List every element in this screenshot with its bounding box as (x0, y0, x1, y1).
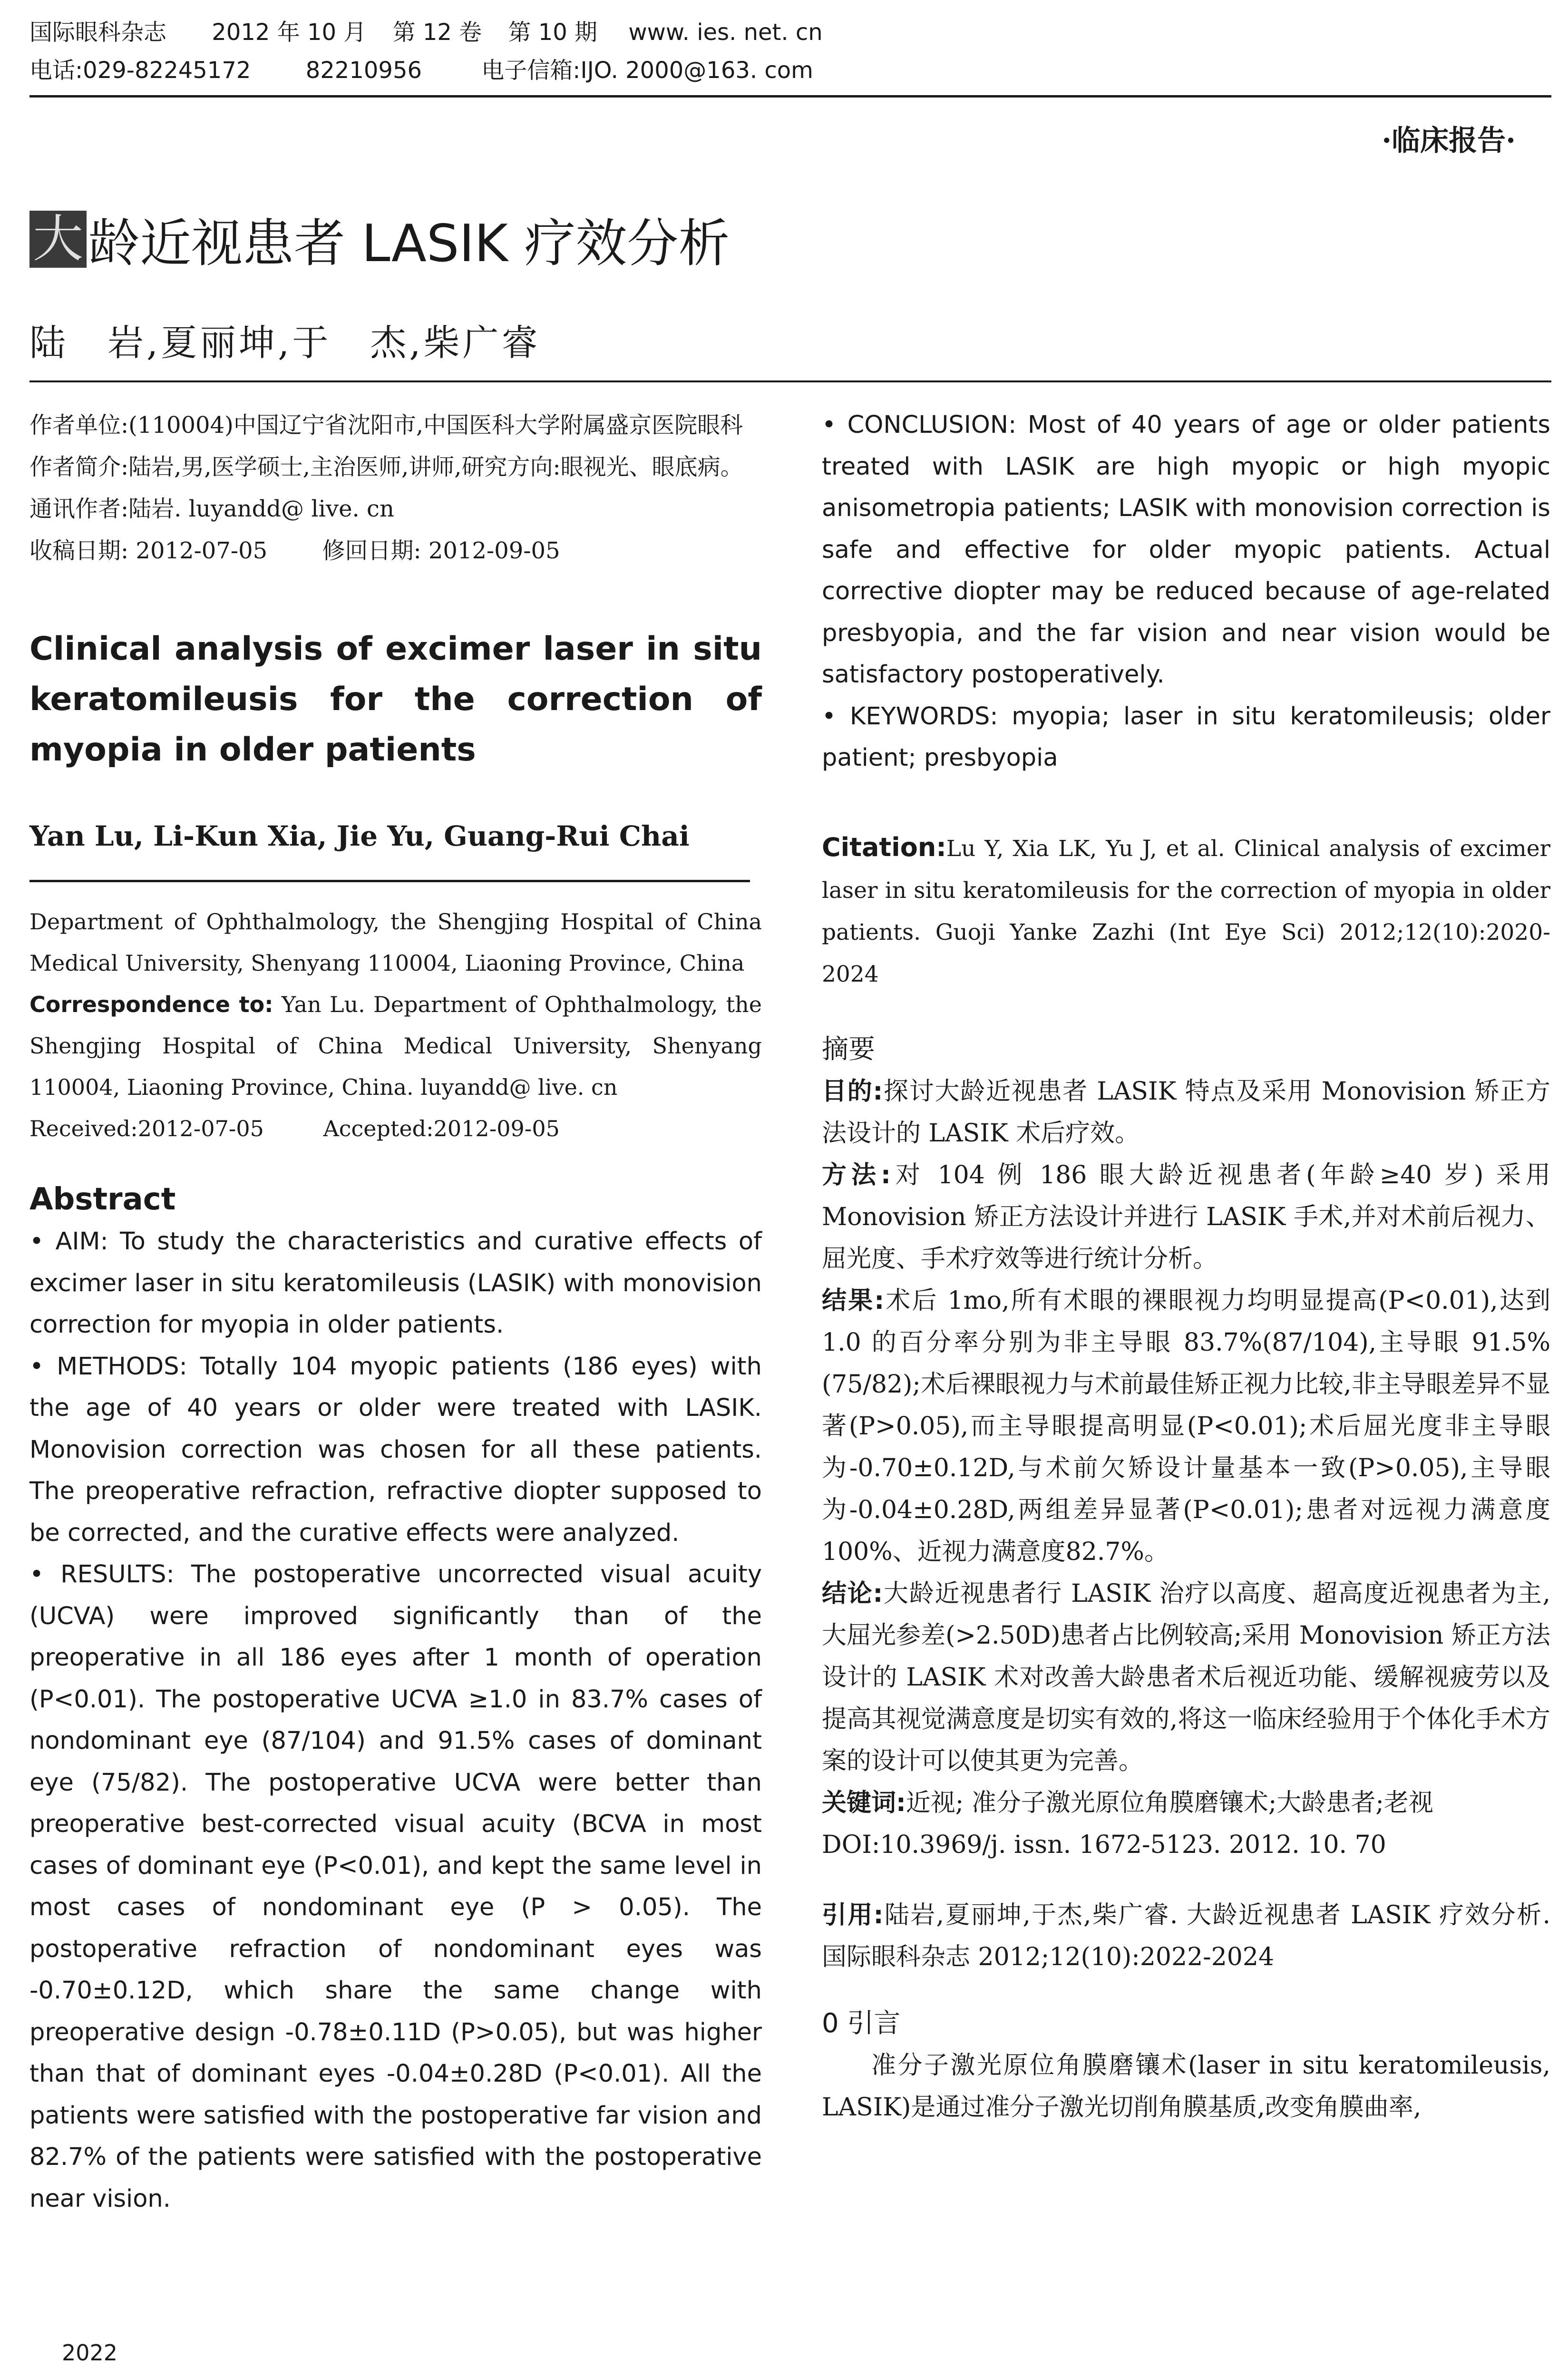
zh-aim-label: 目的: (822, 1077, 883, 1106)
received-date-zh: 收稿日期: 2012-07-05 (29, 537, 268, 564)
english-title: Clinical analysis of excimer laser in situ keratomileusis for the correction of myopia in older patients (29, 630, 762, 769)
zh-keywords (822, 1782, 1550, 1824)
zh-results (822, 1280, 1550, 1573)
citation-label: Citation: (822, 832, 946, 862)
issue: 第 10 期 (508, 19, 598, 46)
website-link[interactable]: www. ies. net. cn (628, 19, 823, 46)
correspondence-en (29, 984, 762, 1108)
department: Department of Ophthalmology, the Shengjing Hospital of China Medical University, Shenyang 110004, Liaoning Province, China (29, 909, 762, 976)
zh-citation (822, 1894, 1550, 1978)
phone-2: 82210956 (305, 57, 422, 84)
header-rule (29, 95, 1551, 97)
title-text: 龄近视患者 LASIK 疗效分析 (88, 214, 730, 273)
zh-conclusion (822, 1573, 1550, 1782)
author-bio: 作者简介:陆岩,男,医学硕士,主治医师,讲师,研究方向:眼视光、眼底病。 (29, 454, 743, 480)
zh-results-text: 术后 1mo,所有术眼的裸眼视力均明显提高(P<0.01),达到 1.0 的百分率分别为非主导眼 83.7%(87/104),主导眼 91.5%(75/82);术后裸眼视力与术前最佳矫正视力比较,非主导眼差异不显著(P>0.05),而主导眼提高明显(P<0.01);术后屈光度非主导眼为-0.70±0.12D,与术前欠矫设计量基本一致(P>0.05),主导眼为-0.04±0.28D,两组差异显著(P<0.01);患者对远视力满意度100%、近视力满意度82.7%。 (822, 1286, 1551, 1566)
author-info (29, 404, 762, 572)
phone: 电话:029-82245172 (29, 57, 251, 84)
citation-en (822, 827, 1550, 995)
revised-date-zh: 修回日期: 2012-09-05 (322, 537, 560, 564)
received-date-en: Received:2012-07-05 (29, 1116, 264, 1141)
zh-keywords-text: 近视; 准分子激光原位角膜磨镶术;大龄患者;老视 (906, 1788, 1433, 1817)
citation-text: Lu Y, Xia LK, Yu J, et al. Clinical analysis of excimer laser in situ keratomileusis for the correction of myopia in older patients. Guoji Yanke Zazhi (Int Eye Sci) 2012;12(10):2020-2024 (822, 835, 1550, 987)
authors-rule (29, 880, 750, 882)
zh-keywords-label: 关键词: (822, 1788, 906, 1817)
abstract-keywords: • KEYWORDS: myopia; laser in situ keratomileusis; older patient; presbyopia (822, 702, 1550, 772)
dates-zh (29, 530, 762, 572)
email-link[interactable]: 电子信箱:IJO. 2000@163. com (481, 57, 813, 84)
correspondence-zh: 通讯作者:陆岩. luyandd@ live. cn (29, 496, 394, 522)
page-number: 2022 (62, 2340, 118, 2366)
abstract-aim: • AIM: To study the characteristics and curative effects of excimer laser in situ keratomileusis (LASIK) with monovision correction for myopia in older patients. (29, 1227, 762, 1339)
authors-zh: 陆 岩,夏丽坤,于 杰,柴广睿 (29, 321, 541, 364)
zh-methods-label: 方法: (822, 1160, 891, 1189)
doi[interactable]: DOI:10.3969/j. issn. 1672-5123. 2012. 10. 70 (822, 1830, 1386, 1859)
zh-conclusion-text: 大龄近视患者行 LASIK 治疗以高度、超高度近视患者为主,大屈光参差(>2.50D)患者占比例较高;采用 Monovision 矫正方法设计的 LASIK 术对改善大龄患者术后视近功能、缓解视疲劳以及提高其视觉满意度是切实有效的,将这一临床经验用于个体化手术方案的设计可以使其更为完善。 (822, 1579, 1551, 1775)
abstract-methods: • METHODS: Totally 104 myopic patients (186 eyes) with the age of 40 years or older were treated with LASIK. Monovision correction was chosen for all these patients. The preoperative refraction, refractive diopter supposed to be corrected, and the curative effects were analyzed. (29, 1352, 762, 1547)
intro-text: 准分子激光原位角膜磨镶术(laser in situ keratomileusis, LASIK)是通过准分子激光切削角膜基质,改变角膜曲率, (822, 2051, 1550, 2122)
zh-abstract-heading: 摘要 (822, 1033, 875, 1065)
department-info (29, 901, 762, 1150)
left-column (29, 404, 762, 2220)
issue-date: 2012 年 10 月 (212, 19, 367, 46)
title-rule (29, 380, 1551, 382)
english-authors: Yan Lu, Li-Kun Xia, Jie Yu, Guang-Rui Chai (29, 820, 690, 852)
dates-en (29, 1108, 762, 1150)
journal-header-line1 (29, 18, 823, 47)
intro-heading: 0 引言 (822, 2007, 901, 2039)
zh-methods-text: 对 104 例 186 眼大龄近视患者(年龄≥40 岁) 采用 Monovision 矫正方法设计并进行 LASIK 手术,并对术前后视力、屈光度、手术疗效等进行统计分析。 (822, 1160, 1550, 1273)
zh-aim-text: 探讨大龄近视患者 LASIK 特点及采用 Monovision 矫正方法设计的 LASIK 术后疗效。 (822, 1077, 1550, 1148)
abstract-results: • RESULTS: The postoperative uncorrected visual acuity (UCVA) were improved significantly than of the preoperative in all 186 eyes after 1 month of operation (P<0.01). The postoperative UCVA ≥1.0 in 83.7% cases of nondominant eye (87/104) and 91.5% cases of dominant eye (75/82). The postoperative UCVA were better than preoperative best-corrected visual acuity (BCVA in most cases of dominant eye (P<0.01), and kept the same level in most cases of nondominant eye (P > 0.05). The postoperative refraction of nondominant eyes was -0.70±0.12D, which share the same change with preoperative design -0.78±0.11D (P>0.05), but was higher than that of dominant eyes -0.04±0.28D (P<0.01). All the patients were satisfied with the postoperative far vision and 82.7% of the patients were satisfied with the postoperative near vision. (29, 1560, 762, 2213)
zh-conclusion-label: 结论: (822, 1579, 883, 1608)
article-category: ·临床报告· (1382, 124, 1516, 157)
affiliation: 作者单位:(110004)中国辽宁省沈阳市,中国医科大学附属盛京医院眼科 (29, 412, 743, 438)
accepted-date-en: Accepted:2012-09-05 (323, 1116, 560, 1141)
correspondence-text: Yan Lu. Department of Ophthalmology, the Shengjing Hospital of China Medical University, Shenyang 110004, Liaoning Province, China. luyandd@ live. cn (29, 992, 762, 1100)
abstract-conclusion: • CONCLUSION: Most of 40 years of age or older patients treated with LASIK are high myopic or high myopic anisometropia patients; LASIK with monovision correction is safe and effective for older myopic patients. Actual corrective diopter may be reduced because of age-related presbyopia, and the far vision and near vision would be satisfactory postoperatively. (822, 411, 1550, 689)
right-column (822, 404, 1550, 2128)
zh-results-label: 结果: (822, 1286, 885, 1315)
article-title (29, 202, 730, 276)
zh-citation-text: 陆岩,夏丽坤,于杰,柴广睿. 大龄近视患者 LASIK 疗效分析. 国际眼科杂志 2012;12(10):2022-2024 (822, 1900, 1550, 1971)
zh-methods (822, 1154, 1550, 1280)
journal-header-line2 (29, 56, 813, 85)
zh-citation-label: 引用: (822, 1900, 884, 1929)
abstract-heading: Abstract (29, 1182, 176, 1217)
title-dropcap: 大 (29, 211, 87, 268)
correspondence-label: Correspondence to: (29, 992, 273, 1017)
volume: 第 12 卷 (392, 19, 482, 46)
zh-aim (822, 1071, 1550, 1154)
journal-name: 国际眼科杂志 (29, 19, 167, 46)
